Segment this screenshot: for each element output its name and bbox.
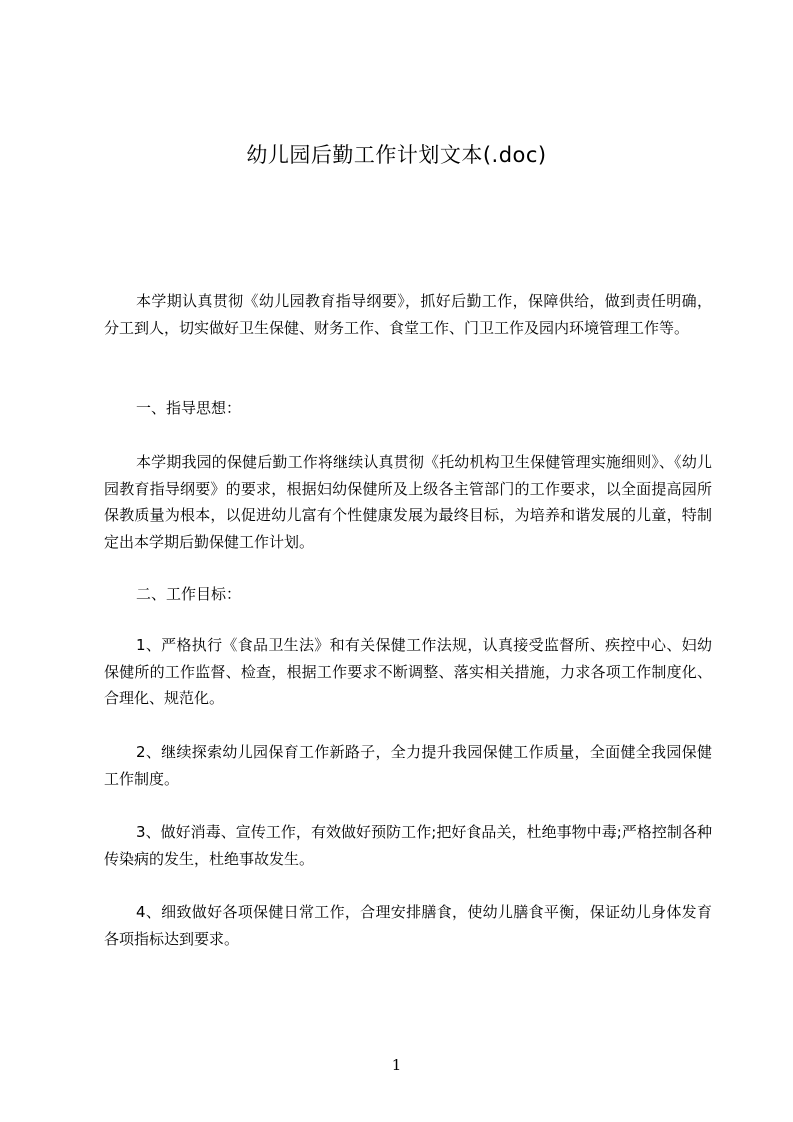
intro-paragraph: 本学期认真贯彻《幼儿园教育指导纲要》，抓好后勤工作，保障供给，做到责任明确，分工到人，切实做好卫生保健、财务工作、食堂工作、门卫工作及园内环境管理工作等。 (104, 292, 712, 337)
section-heading-work-goals: 二、工作目标： (136, 585, 242, 603)
goal-item-4: 4、细致做好各项保健日常工作，合理安排膳食，使幼儿膳食平衡，保证幼儿身体发育各项指标达到要求。 (104, 903, 712, 948)
guiding-ideology-paragraph: 本学期我园的保健后勤工作将继续认真贯彻《托幼机构卫生保健管理实施细则》、《幼儿园教育指导纲要》的要求，根据妇幼保健所及上级各主管部门的工作要求，以全面提高园所保教质量为根本，以促进幼儿富有个性健康发展为最终目标，为培养和谐发展的儿童，特制定出本学期后勤保健工作计划。 (104, 453, 712, 551)
goal-item-1: 1、严格执行《食品卫生法》和有关保健工作法规，认真接受监督所、疾控中心、妇幼保健所的工作监督、检查，根据工作要求不断调整、落实相关措施，力求各项工作制度化、合理化、规范化。 (104, 636, 712, 707)
goal-item-3: 3、做好消毒、宣传工作，有效做好预防工作;把好食品关，杜绝事物中毒;严格控制各种传染病的发生，杜绝事故发生。 (104, 823, 712, 868)
page-number: 1 (391, 1056, 402, 1074)
document-title: 幼儿园后勤工作计划文本(.doc) (246, 143, 547, 167)
goal-item-2: 2、继续探索幼儿园保育工作新路子，全力提升我园保健工作质量，全面健全我园保健工作制度。 (104, 743, 712, 788)
section-heading-guiding-ideology: 一、指导思想： (136, 399, 242, 417)
